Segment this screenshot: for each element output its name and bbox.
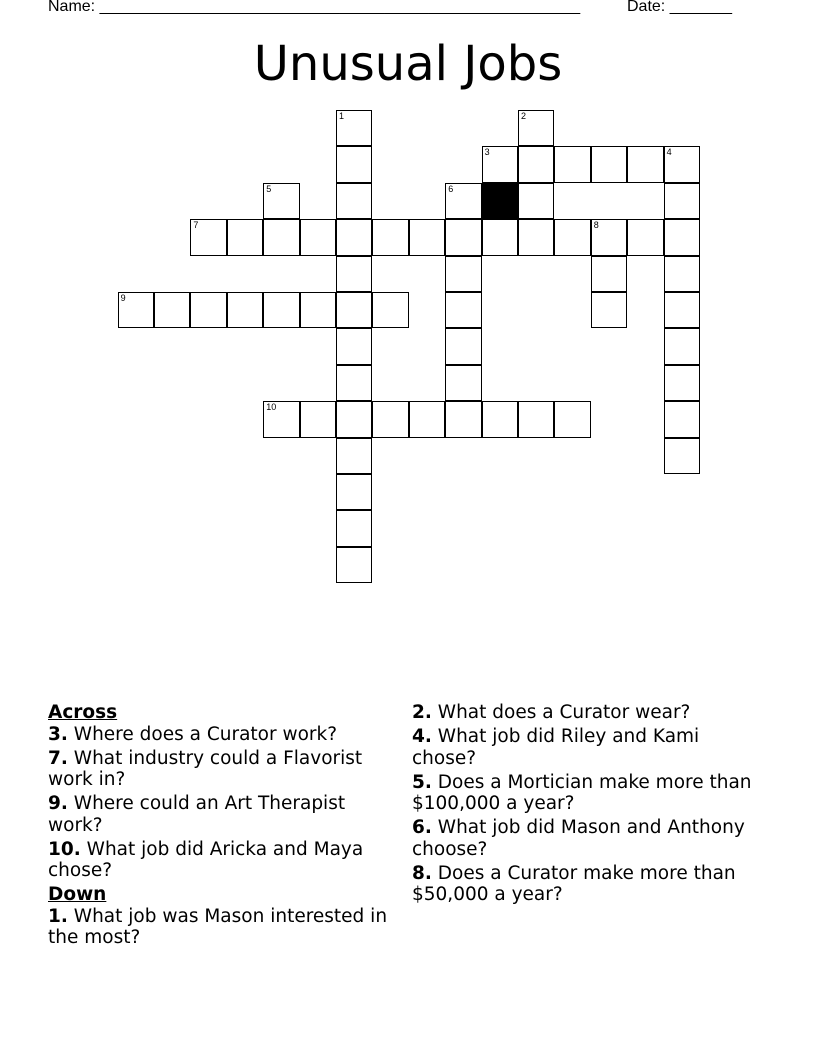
clue-7	[48, 748, 398, 791]
clue-number-7: 7	[193, 220, 199, 231]
crossword-cell[interactable]	[664, 401, 700, 437]
clue-number: 2.	[412, 702, 432, 723]
down-heading: Down	[48, 884, 107, 905]
clue-number: 7.	[48, 747, 68, 769]
clue-number: 8.	[412, 862, 432, 884]
crossword-cell[interactable]	[190, 219, 226, 255]
clue-1	[48, 906, 398, 949]
crossword-cell[interactable]	[554, 146, 590, 182]
crossword-cell[interactable]	[518, 401, 554, 437]
crossword-cell[interactable]	[664, 256, 700, 292]
crossword-cell[interactable]	[482, 146, 518, 182]
across-clue-list	[48, 724, 398, 882]
crossword-cell[interactable]	[445, 219, 481, 255]
clue-number-6: 6	[448, 183, 454, 194]
clue-number: 1.	[48, 905, 68, 927]
crossword-cell[interactable]	[664, 365, 700, 401]
crossword-cell[interactable]	[300, 219, 336, 255]
crossword-cell[interactable]	[445, 292, 481, 328]
clue-4	[412, 726, 762, 769]
across-heading: Across	[48, 702, 118, 723]
crossword-cell[interactable]	[263, 292, 299, 328]
name-field-label: Name: ______________________________________________________	[48, 0, 581, 15]
clue-text: What job did Aricka and Maya chose?	[48, 838, 364, 881]
crossword-cell[interactable]	[664, 292, 700, 328]
crossword-cell[interactable]	[591, 219, 627, 255]
crossword-cell[interactable]	[409, 219, 445, 255]
clue-number-4: 4	[666, 147, 672, 158]
crossword-cell[interactable]	[591, 292, 627, 328]
crossword-cell[interactable]	[336, 401, 372, 437]
clue-2	[412, 702, 762, 724]
crossword-cell[interactable]	[518, 219, 554, 255]
crossword-cell[interactable]	[336, 328, 372, 364]
crossword-cell[interactable]	[664, 438, 700, 474]
crossword-cell[interactable]	[591, 256, 627, 292]
clue-5	[412, 772, 762, 815]
crossword-cell[interactable]	[664, 328, 700, 364]
crossword-cell[interactable]	[554, 219, 590, 255]
crossword-cell[interactable]	[372, 401, 408, 437]
page-title: Unusual Jobs	[253, 36, 563, 92]
clue-number: 3.	[48, 723, 68, 745]
clue-10	[48, 839, 398, 882]
crossword-cell[interactable]	[409, 401, 445, 437]
clue-8	[412, 863, 762, 906]
clue-text: What job did Riley and Kami chose?	[412, 726, 700, 769]
crossword-cell[interactable]	[518, 146, 554, 182]
crossword-cell[interactable]	[482, 401, 518, 437]
crossword-cell[interactable]	[118, 292, 154, 328]
crossword-cell[interactable]	[627, 146, 663, 182]
clue-number: 4.	[412, 726, 432, 747]
clue-text: Does a Mortician make more than $100,000 a year?	[412, 771, 752, 814]
crossword-cell[interactable]	[336, 365, 372, 401]
crossword-cell[interactable]	[664, 183, 700, 219]
crossword-cell[interactable]	[664, 219, 700, 255]
clue-text: What job was Mason interested in the most?	[48, 905, 388, 948]
crossword-cell[interactable]	[336, 146, 372, 182]
crossword-cell[interactable]	[336, 474, 372, 510]
clue-number-3: 3	[484, 147, 490, 158]
crossword-cell[interactable]	[445, 328, 481, 364]
crossword-cell[interactable]	[336, 292, 372, 328]
down-clue-list-right	[412, 702, 762, 906]
crossword-cell[interactable]	[372, 219, 408, 255]
clue-text: What industry could a Flavorist work in?	[48, 747, 363, 790]
crossword-cell[interactable]	[445, 183, 481, 219]
clue-number: 6.	[412, 817, 432, 838]
crossword-cell[interactable]	[227, 292, 263, 328]
clue-3	[48, 724, 398, 746]
crossword-cell[interactable]	[300, 401, 336, 437]
crossword-cell[interactable]	[554, 401, 590, 437]
clue-number-1: 1	[339, 111, 345, 121]
crossword-cell[interactable]	[263, 401, 299, 437]
crossword-cell[interactable]	[336, 219, 372, 255]
crossword-cell[interactable]	[300, 292, 336, 328]
clue-text: Where could an Art Therapist work?	[48, 793, 346, 836]
clue-text: Does a Curator make more than $50,000 a year?	[412, 862, 736, 905]
crossword-cell[interactable]	[263, 183, 299, 219]
clues-right-column	[412, 702, 762, 908]
clue-6	[412, 817, 762, 860]
crossword-cell[interactable]	[190, 292, 226, 328]
crossword-cell[interactable]	[263, 219, 299, 255]
crossword-cell[interactable]	[482, 219, 518, 255]
crossword-cell[interactable]	[627, 219, 663, 255]
clue-number: 10.	[48, 838, 81, 860]
clue-9	[48, 793, 398, 836]
clue-text: Where does a Curator work?	[67, 723, 338, 745]
crossword-cell[interactable]	[154, 292, 190, 328]
crossword-cell[interactable]	[336, 510, 372, 546]
crossword-cell[interactable]	[336, 183, 372, 219]
down-clue-list-left	[48, 906, 398, 949]
crossword-cell[interactable]	[336, 110, 372, 146]
crossword-cell[interactable]	[227, 219, 263, 255]
crossword-cell[interactable]	[336, 438, 372, 474]
clues-left-column	[48, 702, 398, 951]
crossword-cell[interactable]	[445, 401, 481, 437]
crossword-cell[interactable]	[591, 146, 627, 182]
crossword-cell[interactable]	[336, 547, 372, 583]
date-field-label: Date: _______	[627, 0, 732, 15]
clue-text: What job did Mason and Anthony choose?	[412, 817, 745, 860]
clue-number: 5.	[412, 771, 432, 793]
clue-text: What does a Curator wear?	[431, 702, 691, 723]
crossword-cell[interactable]	[336, 256, 372, 292]
clue-number-2: 2	[521, 111, 527, 121]
crossword-cell[interactable]	[518, 110, 554, 146]
crossword-cell[interactable]	[372, 292, 408, 328]
clue-number-10: 10	[266, 402, 277, 413]
crossword-cell[interactable]	[518, 183, 554, 219]
crossword-black-cell	[482, 183, 518, 219]
clue-number-8: 8	[593, 220, 599, 231]
clue-number-9: 9	[120, 293, 126, 303]
clue-number: 9.	[48, 793, 68, 814]
clue-number-5: 5	[266, 183, 272, 194]
crossword-cell[interactable]	[445, 365, 481, 401]
crossword-cell[interactable]	[445, 256, 481, 292]
crossword-cell[interactable]	[664, 146, 700, 182]
